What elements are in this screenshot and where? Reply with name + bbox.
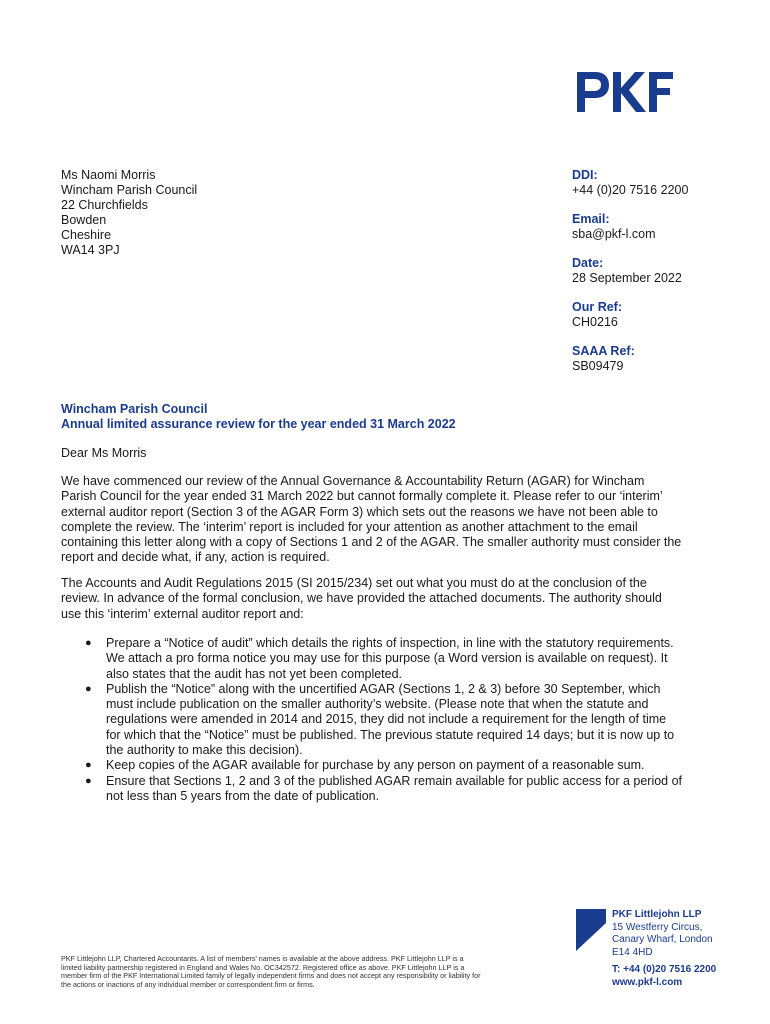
list-item-text: Ensure that Sections 1, 2 and 3 of the published AGAR remain available for public access for a period of not less than 5 years from the date of publication. (106, 773, 683, 803)
pkf-mark-icon (576, 909, 606, 951)
footer-address-line: E14 4HD (612, 946, 653, 958)
list-item (61, 682, 683, 758)
addressee-line: 22 Churchfields (61, 198, 148, 212)
date-value: 28 September 2022 (572, 271, 682, 285)
pkf-logo (575, 70, 675, 114)
footer-address-line: 15 Westferry Circus, (612, 921, 703, 933)
addressee-line: Ms Naomi Morris (61, 168, 156, 182)
bullet-icon: ● (85, 682, 92, 695)
footer-firm-name: PKF Littlejohn LLP (612, 909, 702, 920)
footer-address (612, 909, 713, 959)
saaa-ref-value: SB09479 (572, 359, 624, 373)
addressee-line: Wincham Parish Council (61, 183, 198, 197)
bullet-icon: ● (85, 774, 92, 787)
email-label: Email: (572, 212, 610, 226)
ddi-label: DDI: (572, 168, 598, 182)
list-item (61, 774, 683, 805)
reference-block (572, 168, 688, 388)
list-item-text: Prepare a “Notice of audit” which details the rights of inspection, in line with the statutory requirements. We attach a pro forma notice you may use for this purpose (a Word version is available on request). It also states that the audit has not yet been completed. (106, 636, 674, 681)
ddi-value: +44 (0)20 7516 2200 (572, 183, 689, 197)
body-paragraph-1: We have commenced our review of the Annual Governance & Accountability Return (AGAR) for Wincham Parish Council for the year ended 31 March 2022 but cannot formally complete it. Please refer to our ‘interim’ external auditor report (Section 3 of the AGAR Form 3) which sets out the reasons we have not been able to complete the review. The ‘interim’ report is included for your attention as another attachment to the email containing this letter along with a copy of Sections 1 and 2 of the AGAR. The smaller authority must consider the report and decide what, if any, action is required. (61, 474, 682, 565)
footer-website-link[interactable]: www.pkf-l.com (612, 976, 683, 988)
bullet-icon: ● (85, 759, 92, 772)
email-value: sba@pkf-l.com (572, 227, 656, 241)
list-item-text: Publish the “Notice” along with the uncertified AGAR (Sections 1, 2 & 3) before 30 September, which must include publication on the smaller authority’s website. (Please note that when the statute and regulations were amended in 2014 and 2015, they did not include a requirement for the length of time for which that the “Notice” must be published. The previous statute required 14 days; but it is now up to the authority to make this decision). (106, 681, 675, 758)
our-ref-value: CH0216 (572, 315, 618, 329)
addressee-line: WA14 3PJ (61, 243, 120, 257)
our-ref-label: Our Ref: (572, 300, 622, 314)
salutation: Dear Ms Morris (61, 446, 147, 460)
addressee-line: Cheshire (61, 228, 112, 242)
bullet-icon: ● (85, 637, 92, 649)
subject-line-1: Wincham Parish Council (61, 402, 208, 416)
subject-line-2: Annual limited assurance review for the year ended 31 March 2022 (61, 417, 456, 431)
addressee-block (61, 168, 197, 258)
body-paragraph-2: The Accounts and Audit Regulations 2015 (SI 2015/234) set out what you must do at the conclusion of the review. In advance of the formal conclusion, we have provided the attached documents. The authority should use this ‘interim’ external auditor report and: (61, 576, 662, 621)
requirements-list (61, 636, 683, 804)
footer-contact (612, 964, 716, 989)
list-item (61, 758, 683, 773)
footer-legal-text: PKF Littlejohn LLP, Chartered Accountants. A list of members’ names is available at the above address. PKF Littlejohn LLP is a limited liability partnership registered in England and Wales No. OC342572. Registered office as above. PKF Littlejohn LLP is a member firm of the PKF International Limited family of legally independent firms and does not accept any responsibility or liability for the actions or inactions of any individual member or correspondent firm or firms. (61, 954, 481, 989)
date-label: Date: (572, 256, 604, 270)
list-item (61, 636, 683, 682)
subject-heading (61, 402, 456, 432)
list-item-text: Keep copies of the AGAR available for purchase by any person on payment of a reasonable sum. (106, 758, 645, 773)
addressee-line: Bowden (61, 213, 107, 227)
footer-address-line: Canary Wharf, London (612, 934, 713, 945)
footer-phone: T: +44 (0)20 7516 2200 (612, 964, 717, 975)
saaa-ref-label: SAAA Ref: (572, 344, 635, 358)
